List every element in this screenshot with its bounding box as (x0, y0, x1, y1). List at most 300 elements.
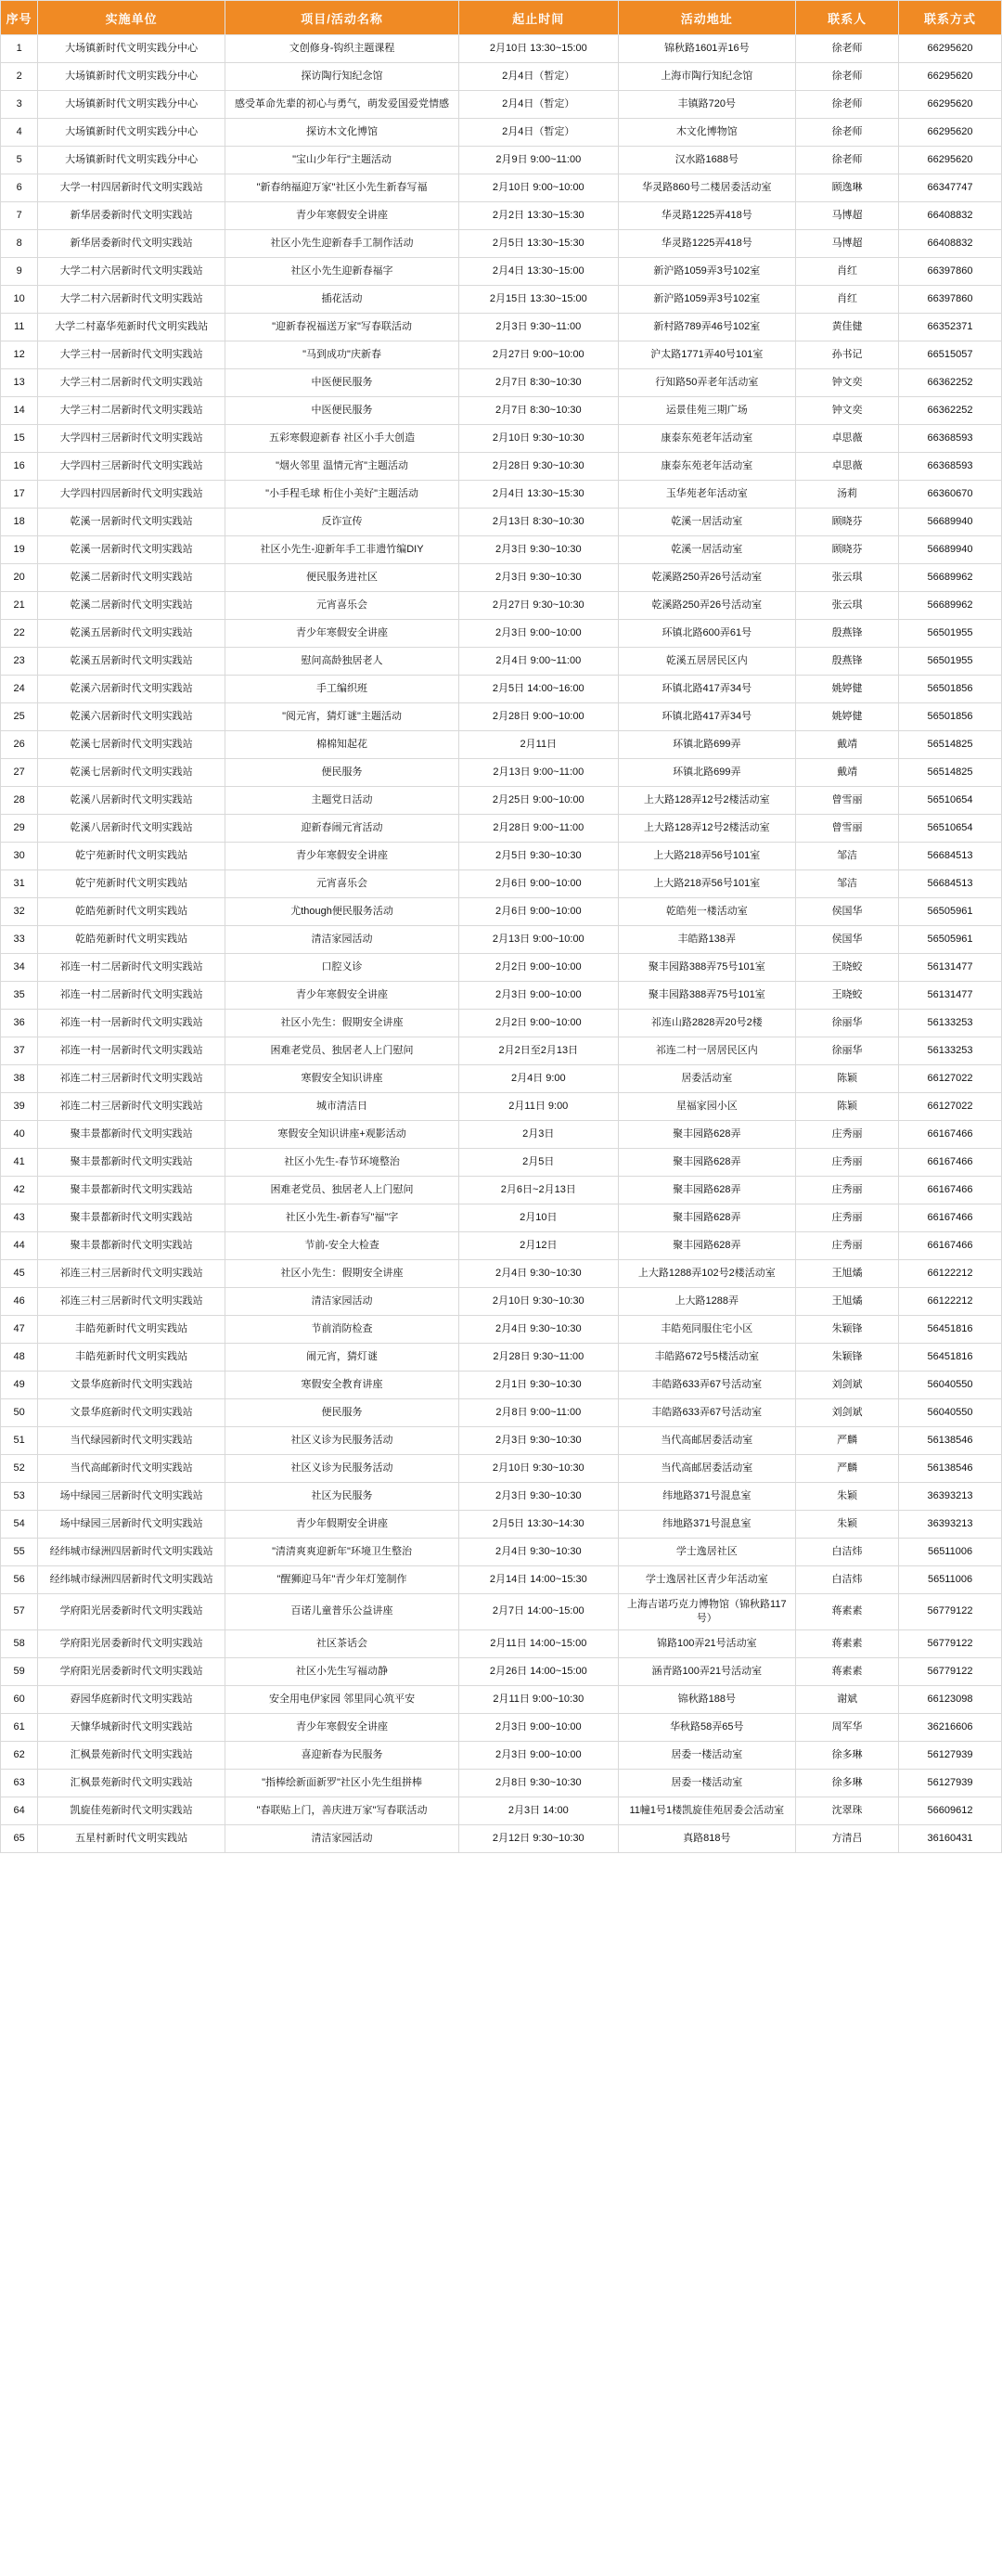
row-index: 30 (1, 843, 38, 870)
row-time: 2月3日 9:00~10:00 (459, 1713, 618, 1741)
row-contact-phone: 66515057 (899, 341, 1002, 369)
row-organization: 乾宁苑新时代文明实践站 (38, 843, 225, 870)
row-activity-name: 困难老党员、独居老人上门慰问 (225, 1037, 459, 1065)
row-activity-name: 安全用电伊家园 邻里同心筑平安 (225, 1685, 459, 1713)
row-contact-person: 姚婷健 (796, 676, 899, 703)
row-location: 聚丰园路628弄 (618, 1204, 796, 1232)
row-organization: 祁连三村三居新时代文明实践站 (38, 1288, 225, 1316)
row-time: 2月4日 9:30~10:30 (459, 1316, 618, 1344)
row-contact-phone: 66352371 (899, 314, 1002, 341)
row-activity-name: 社区小先生-新春写"福"字 (225, 1204, 459, 1232)
table-row (1, 147, 1002, 174)
row-activity-name: 反诈宣传 (225, 509, 459, 536)
row-activity-name: 感受革命先辈的初心与勇气，萌发爱国爱党情感 (225, 91, 459, 119)
row-contact-phone: 66295620 (899, 63, 1002, 91)
table-body (1, 35, 1002, 1853)
row-time: 2月14日 14:00~15:30 (459, 1566, 618, 1594)
row-activity-name: "马到成功"庆新春 (225, 341, 459, 369)
table-row (1, 230, 1002, 258)
row-index: 59 (1, 1657, 38, 1685)
row-location: 康泰东苑老年活动室 (618, 453, 796, 481)
row-contact-phone: 56689940 (899, 536, 1002, 564)
row-activity-name: 文创修身-钩织主题课程 (225, 35, 459, 63)
row-organization: 祁连一村一居新时代文明实践站 (38, 1010, 225, 1037)
row-index: 44 (1, 1232, 38, 1260)
row-location: 乾皓苑一楼活动室 (618, 898, 796, 926)
row-index: 34 (1, 954, 38, 982)
row-contact-person: 王晓蛟 (796, 954, 899, 982)
row-time: 2月28日 9:00~10:00 (459, 703, 618, 731)
row-location: 康泰东苑老年活动室 (618, 425, 796, 453)
row-organization: 乾溪八居新时代文明实践站 (38, 815, 225, 843)
row-organization: 乾溪七居新时代文明实践站 (38, 759, 225, 787)
row-organization: 祁连一村二居新时代文明实践站 (38, 982, 225, 1010)
row-time: 2月28日 9:00~11:00 (459, 815, 618, 843)
table-row (1, 536, 1002, 564)
table-row (1, 620, 1002, 648)
row-organization: 祁连二村三居新时代文明实践站 (38, 1093, 225, 1121)
table-row (1, 174, 1002, 202)
row-index: 54 (1, 1511, 38, 1539)
row-activity-name: 青少年寒假安全讲座 (225, 982, 459, 1010)
row-time: 2月10日 9:30~10:30 (459, 1288, 618, 1316)
row-contact-phone: 66408832 (899, 230, 1002, 258)
row-index: 61 (1, 1713, 38, 1741)
row-index: 17 (1, 481, 38, 509)
row-organization: 汇枫景苑新时代文明实践站 (38, 1741, 225, 1769)
row-time: 2月5日 13:30~15:30 (459, 230, 618, 258)
row-index: 39 (1, 1093, 38, 1121)
row-activity-name: 中医便民服务 (225, 369, 459, 397)
row-contact-phone: 66408832 (899, 202, 1002, 230)
row-contact-person: 黄佳健 (796, 314, 899, 341)
row-organization: 乾宁苑新时代文明实践站 (38, 870, 225, 898)
table-row (1, 119, 1002, 147)
row-location: 居委活动室 (618, 1065, 796, 1093)
row-activity-name: 社区小先生写福动静 (225, 1657, 459, 1685)
row-location: 环镇北路699弄 (618, 731, 796, 759)
row-location: 聚丰园路628弄 (618, 1232, 796, 1260)
row-index: 5 (1, 147, 38, 174)
row-time: 2月10日 9:00~10:00 (459, 174, 618, 202)
row-contact-person: 周军华 (796, 1713, 899, 1741)
row-location: 丰镇路720号 (618, 91, 796, 119)
col-contact-person: 联系人 (796, 1, 899, 35)
table-row (1, 1455, 1002, 1483)
row-organization: 学府阳光居委新时代文明实践站 (38, 1657, 225, 1685)
row-index: 1 (1, 35, 38, 63)
row-contact-person: 庄秀丽 (796, 1177, 899, 1204)
row-organization: 乾溪一居新时代文明实践站 (38, 509, 225, 536)
table-row (1, 481, 1002, 509)
table-row (1, 1483, 1002, 1511)
row-activity-name: "阅元宵，猜灯谜"主题活动 (225, 703, 459, 731)
row-contact-phone: 66295620 (899, 147, 1002, 174)
row-time: 2月13日 8:30~10:30 (459, 509, 618, 536)
row-location: 运景佳苑三期广场 (618, 397, 796, 425)
row-time: 2月12日 (459, 1232, 618, 1260)
row-location: 环镇北路600弄61号 (618, 620, 796, 648)
row-index: 12 (1, 341, 38, 369)
row-time: 2月25日 9:00~10:00 (459, 787, 618, 815)
row-activity-name: 青少年寒假安全讲座 (225, 843, 459, 870)
row-index: 22 (1, 620, 38, 648)
row-contact-phone: 36216606 (899, 1713, 1002, 1741)
row-index: 52 (1, 1455, 38, 1483)
table-row (1, 314, 1002, 341)
row-contact-person: 马博超 (796, 230, 899, 258)
row-activity-name: "春联贴上门，善庆进万家"写春联活动 (225, 1797, 459, 1824)
row-activity-name: "清清爽爽迎新年"环境卫生整治 (225, 1539, 459, 1566)
table-row (1, 1539, 1002, 1566)
row-contact-phone: 56779122 (899, 1629, 1002, 1657)
table-row (1, 1177, 1002, 1204)
row-contact-person: 顾逸琳 (796, 174, 899, 202)
row-index: 57 (1, 1594, 38, 1630)
row-location: 环镇北路699弄 (618, 759, 796, 787)
row-activity-name: 节前-安全大检查 (225, 1232, 459, 1260)
row-index: 32 (1, 898, 38, 926)
row-index: 41 (1, 1149, 38, 1177)
row-location: 上大路1288弄 (618, 1288, 796, 1316)
row-contact-person: 白洁炜 (796, 1539, 899, 1566)
row-activity-name: 喜迎新春为民服务 (225, 1741, 459, 1769)
row-contact-phone: 56127939 (899, 1741, 1002, 1769)
row-location: 星福家园小区 (618, 1093, 796, 1121)
row-location: 祁连山路2828弄20号2楼 (618, 1010, 796, 1037)
row-time: 2月28日 9:30~10:30 (459, 453, 618, 481)
row-time: 2月3日 9:30~10:30 (459, 536, 618, 564)
row-time: 2月13日 9:00~10:00 (459, 926, 618, 954)
row-organization: 场中绿园三居新时代文明实践站 (38, 1483, 225, 1511)
row-location: 玉华苑老年活动室 (618, 481, 796, 509)
row-location: 华灵路1225弄418号 (618, 202, 796, 230)
row-contact-person: 庄秀丽 (796, 1149, 899, 1177)
table-row (1, 1316, 1002, 1344)
row-contact-phone: 66397860 (899, 258, 1002, 286)
row-organization: 祁连一村一居新时代文明实践站 (38, 1037, 225, 1065)
table-row (1, 759, 1002, 787)
row-contact-person: 王晓蛟 (796, 982, 899, 1010)
row-organization: 大场镇新时代文明实践分中心 (38, 147, 225, 174)
row-organization: 大学二村六居新时代文明实践站 (38, 286, 225, 314)
row-activity-name: 便民服务 (225, 759, 459, 787)
row-location: 丰皓路633弄67号活动室 (618, 1399, 796, 1427)
row-time: 2月4日（暂定） (459, 63, 618, 91)
row-contact-phone: 56505961 (899, 898, 1002, 926)
row-location: 上大路128弄12号2楼活动室 (618, 787, 796, 815)
table-row (1, 1629, 1002, 1657)
row-organization: 大学四村四居新时代文明实践站 (38, 481, 225, 509)
row-contact-person: 曾雪丽 (796, 815, 899, 843)
row-organization: 乾溪六居新时代文明实践站 (38, 703, 225, 731)
row-organization: 丰皓苑新时代文明实践站 (38, 1344, 225, 1372)
row-index: 15 (1, 425, 38, 453)
row-contact-phone: 66362252 (899, 369, 1002, 397)
row-contact-person: 张云琪 (796, 564, 899, 592)
row-contact-phone: 56451816 (899, 1316, 1002, 1344)
col-time: 起止时间 (459, 1, 618, 35)
table-row (1, 453, 1002, 481)
row-index: 55 (1, 1539, 38, 1566)
row-time: 2月8日 9:00~11:00 (459, 1399, 618, 1427)
row-activity-name: 社区茶话会 (225, 1629, 459, 1657)
row-contact-phone: 66122212 (899, 1260, 1002, 1288)
row-index: 8 (1, 230, 38, 258)
row-time: 2月7日 8:30~10:30 (459, 397, 618, 425)
row-contact-person: 钟文奕 (796, 397, 899, 425)
table-row (1, 1010, 1002, 1037)
table-row (1, 341, 1002, 369)
table-row (1, 843, 1002, 870)
col-activity-name: 项目/活动名称 (225, 1, 459, 35)
table-row (1, 1399, 1002, 1427)
row-contact-person: 方清吕 (796, 1824, 899, 1852)
row-organization: 大学四村三居新时代文明实践站 (38, 453, 225, 481)
table-row (1, 1037, 1002, 1065)
row-index: 40 (1, 1121, 38, 1149)
table-row (1, 1121, 1002, 1149)
table-row (1, 369, 1002, 397)
row-organization: 祁连三村三居新时代文明实践站 (38, 1260, 225, 1288)
row-time: 2月10日 9:30~10:30 (459, 1455, 618, 1483)
row-time: 2月10日 9:30~10:30 (459, 425, 618, 453)
row-activity-name: 寒假安全知识讲座+观影活动 (225, 1121, 459, 1149)
row-organization: 大场镇新时代文明实践分中心 (38, 91, 225, 119)
row-index: 53 (1, 1483, 38, 1511)
table-row (1, 1685, 1002, 1713)
row-location: 乾溪一居活动室 (618, 509, 796, 536)
row-location: 聚丰园路628弄 (618, 1177, 796, 1204)
row-contact-phone: 56501955 (899, 648, 1002, 676)
row-index: 58 (1, 1629, 38, 1657)
row-location: 沪太路1771弄40号101室 (618, 341, 796, 369)
row-contact-person: 朱颖 (796, 1483, 899, 1511)
row-index: 46 (1, 1288, 38, 1316)
row-time: 2月3日 (459, 1121, 618, 1149)
row-organization: 大场镇新时代文明实践分中心 (38, 63, 225, 91)
row-index: 31 (1, 870, 38, 898)
row-time: 2月6日~2月13日 (459, 1177, 618, 1204)
row-activity-name: 社区义诊为民服务活动 (225, 1455, 459, 1483)
row-contact-person: 王旭燏 (796, 1260, 899, 1288)
row-contact-phone: 56127939 (899, 1769, 1002, 1797)
row-index: 35 (1, 982, 38, 1010)
row-location: 乾溪路250弄26号活动室 (618, 564, 796, 592)
row-location: 纬地路371号混息室 (618, 1511, 796, 1539)
row-location: 环镇北路417弄34号 (618, 676, 796, 703)
row-contact-person: 庄秀丽 (796, 1121, 899, 1149)
row-activity-name: "指棒绘新面新罗"社区小先生组拼棒 (225, 1769, 459, 1797)
row-index: 23 (1, 648, 38, 676)
row-organization: 文景华庭新时代文明实践站 (38, 1372, 225, 1399)
row-contact-phone: 56689940 (899, 509, 1002, 536)
table-row (1, 1232, 1002, 1260)
row-activity-name: 主题党日活动 (225, 787, 459, 815)
table-row (1, 1149, 1002, 1177)
row-time: 2月11日 (459, 731, 618, 759)
row-organization: 大学三村二居新时代文明实践站 (38, 397, 225, 425)
row-contact-person: 严麟 (796, 1427, 899, 1455)
row-organization: 聚丰景都新时代文明实践站 (38, 1149, 225, 1177)
col-index: 序号 (1, 1, 38, 35)
row-contact-phone: 56684513 (899, 843, 1002, 870)
row-time: 2月11日 9:00 (459, 1093, 618, 1121)
row-activity-name: 中医便民服务 (225, 397, 459, 425)
row-time: 2月8日 9:30~10:30 (459, 1769, 618, 1797)
row-contact-person: 肖红 (796, 286, 899, 314)
row-activity-name: "烟火邻里 温情元宵"主题活动 (225, 453, 459, 481)
row-activity-name: 插花活动 (225, 286, 459, 314)
row-contact-person: 徐多琳 (796, 1741, 899, 1769)
row-organization: 聚丰景都新时代文明实践站 (38, 1232, 225, 1260)
table-row (1, 982, 1002, 1010)
row-index: 65 (1, 1824, 38, 1852)
row-index: 47 (1, 1316, 38, 1344)
table-row (1, 898, 1002, 926)
row-contact-person: 殷燕锋 (796, 620, 899, 648)
row-location: 新村路789弄46号102室 (618, 314, 796, 341)
row-index: 7 (1, 202, 38, 230)
row-organization: 当代高邮新时代文明实践站 (38, 1455, 225, 1483)
row-organization: 学府阳光居委新时代文明实践站 (38, 1629, 225, 1657)
row-organization: 聚丰景都新时代文明实践站 (38, 1204, 225, 1232)
row-activity-name: "醒狮迎马年"青少年灯笼制作 (225, 1566, 459, 1594)
row-organization: 丰皓苑新时代文明实践站 (38, 1316, 225, 1344)
row-contact-person: 卓思薇 (796, 453, 899, 481)
row-location: 丰皓路633弄67号活动室 (618, 1372, 796, 1399)
row-contact-person: 庄秀丽 (796, 1204, 899, 1232)
table-row (1, 1713, 1002, 1741)
row-contact-phone: 56501856 (899, 703, 1002, 731)
row-organization: 大学一村四居新时代文明实践站 (38, 174, 225, 202)
row-contact-person: 朱颖锋 (796, 1344, 899, 1372)
row-index: 16 (1, 453, 38, 481)
row-contact-phone: 66295620 (899, 119, 1002, 147)
row-index: 14 (1, 397, 38, 425)
row-location: 聚丰园路628弄 (618, 1149, 796, 1177)
row-contact-phone: 66360670 (899, 481, 1002, 509)
row-index: 36 (1, 1010, 38, 1037)
row-index: 45 (1, 1260, 38, 1288)
row-contact-phone: 66167466 (899, 1204, 1002, 1232)
row-activity-name: 社区为民服务 (225, 1483, 459, 1511)
table-row (1, 397, 1002, 425)
row-activity-name: 清洁家园活动 (225, 926, 459, 954)
row-activity-name: 社区小先生：假期安全讲座 (225, 1010, 459, 1037)
row-activity-name: 元宵喜乐会 (225, 870, 459, 898)
table-row (1, 1093, 1002, 1121)
row-location: 上大路1288弄102号2楼活动室 (618, 1260, 796, 1288)
row-index: 19 (1, 536, 38, 564)
row-activity-name: 元宵喜乐会 (225, 592, 459, 620)
row-contact-phone: 66167466 (899, 1149, 1002, 1177)
row-activity-name: "迎新春祝福送万家"写春联活动 (225, 314, 459, 341)
row-contact-person: 姚婷健 (796, 703, 899, 731)
row-activity-name: 清洁家园活动 (225, 1824, 459, 1852)
row-organization: 乾溪八居新时代文明实践站 (38, 787, 225, 815)
row-time: 2月3日 9:30~10:30 (459, 564, 618, 592)
row-activity-name: 手工编织班 (225, 676, 459, 703)
row-activity-name: 困难老党员、独居老人上门慰问 (225, 1177, 459, 1204)
row-location: 祁连二村一居居民区内 (618, 1037, 796, 1065)
row-time: 2月15日 13:30~15:00 (459, 286, 618, 314)
row-activity-name: 棉棉知起花 (225, 731, 459, 759)
row-activity-name: 青少年寒假安全讲座 (225, 620, 459, 648)
row-contact-phone: 66127022 (899, 1093, 1002, 1121)
row-contact-person: 朱颖 (796, 1511, 899, 1539)
col-organization: 实施单位 (38, 1, 225, 35)
row-contact-phone: 56779122 (899, 1594, 1002, 1630)
row-location: 聚丰园路388弄75号101室 (618, 982, 796, 1010)
row-index: 48 (1, 1344, 38, 1372)
row-location: 华灵路1225弄418号 (618, 230, 796, 258)
row-location: 涵青路100弄21号活动室 (618, 1657, 796, 1685)
row-activity-name: 探访木文化博馆 (225, 119, 459, 147)
row-contact-person: 陈颖 (796, 1065, 899, 1093)
row-index: 56 (1, 1566, 38, 1594)
row-activity-name: 社区小先生：假期安全讲座 (225, 1260, 459, 1288)
row-activity-name: 清洁家园活动 (225, 1288, 459, 1316)
row-activity-name: 迎新春闹元宵活动 (225, 815, 459, 843)
row-time: 2月5日 9:30~10:30 (459, 843, 618, 870)
row-time: 2月4日 9:00 (459, 1065, 618, 1093)
table-row (1, 1824, 1002, 1852)
row-location: 上海吉诺巧克力博物馆（锦秋路117号） (618, 1594, 796, 1630)
row-contact-phone: 56511006 (899, 1566, 1002, 1594)
row-contact-phone: 56505961 (899, 926, 1002, 954)
row-time: 2月2日 13:30~15:30 (459, 202, 618, 230)
row-activity-name: 青少年寒假安全讲座 (225, 202, 459, 230)
row-contact-person: 徐老师 (796, 35, 899, 63)
row-location: 丰皓路138弄 (618, 926, 796, 954)
row-contact-person: 刘剑斌 (796, 1399, 899, 1427)
row-contact-phone: 56133253 (899, 1010, 1002, 1037)
row-time: 2月3日 9:00~10:00 (459, 620, 618, 648)
table-row (1, 954, 1002, 982)
table-row (1, 286, 1002, 314)
row-time: 2月5日 14:00~16:00 (459, 676, 618, 703)
row-index: 21 (1, 592, 38, 620)
row-time: 2月28日 9:30~11:00 (459, 1344, 618, 1372)
row-time: 2月1日 9:30~10:30 (459, 1372, 618, 1399)
row-contact-phone: 56501856 (899, 676, 1002, 703)
row-activity-name: 慰问高龄独居老人 (225, 648, 459, 676)
row-activity-name: 尤though便民服务活动 (225, 898, 459, 926)
row-time: 2月13日 9:00~11:00 (459, 759, 618, 787)
row-contact-phone: 56511006 (899, 1539, 1002, 1566)
table-row (1, 425, 1002, 453)
row-contact-person: 沈翠珠 (796, 1797, 899, 1824)
row-location: 上海市陶行知纪念馆 (618, 63, 796, 91)
row-location: 锦路100弄21号活动室 (618, 1629, 796, 1657)
row-location: 当代高邮居委活动室 (618, 1427, 796, 1455)
row-contact-person: 朱颖锋 (796, 1316, 899, 1344)
row-contact-phone: 56133253 (899, 1037, 1002, 1065)
row-time: 2月3日 14:00 (459, 1797, 618, 1824)
row-activity-name: 社区小先生-春节环境整治 (225, 1149, 459, 1177)
row-index: 20 (1, 564, 38, 592)
row-organization: 乾溪七居新时代文明实践站 (38, 731, 225, 759)
row-organization: 乾皓苑新时代文明实践站 (38, 926, 225, 954)
row-organization: 孬园华庭新时代文明实践站 (38, 1685, 225, 1713)
row-activity-name: 青少年假期安全讲座 (225, 1511, 459, 1539)
row-activity-name: 节前消防检查 (225, 1316, 459, 1344)
row-time: 2月11日 9:00~10:30 (459, 1685, 618, 1713)
row-organization: 大学三村一居新时代文明实践站 (38, 341, 225, 369)
row-contact-person: 钟文奕 (796, 369, 899, 397)
row-time: 2月27日 9:30~10:30 (459, 592, 618, 620)
